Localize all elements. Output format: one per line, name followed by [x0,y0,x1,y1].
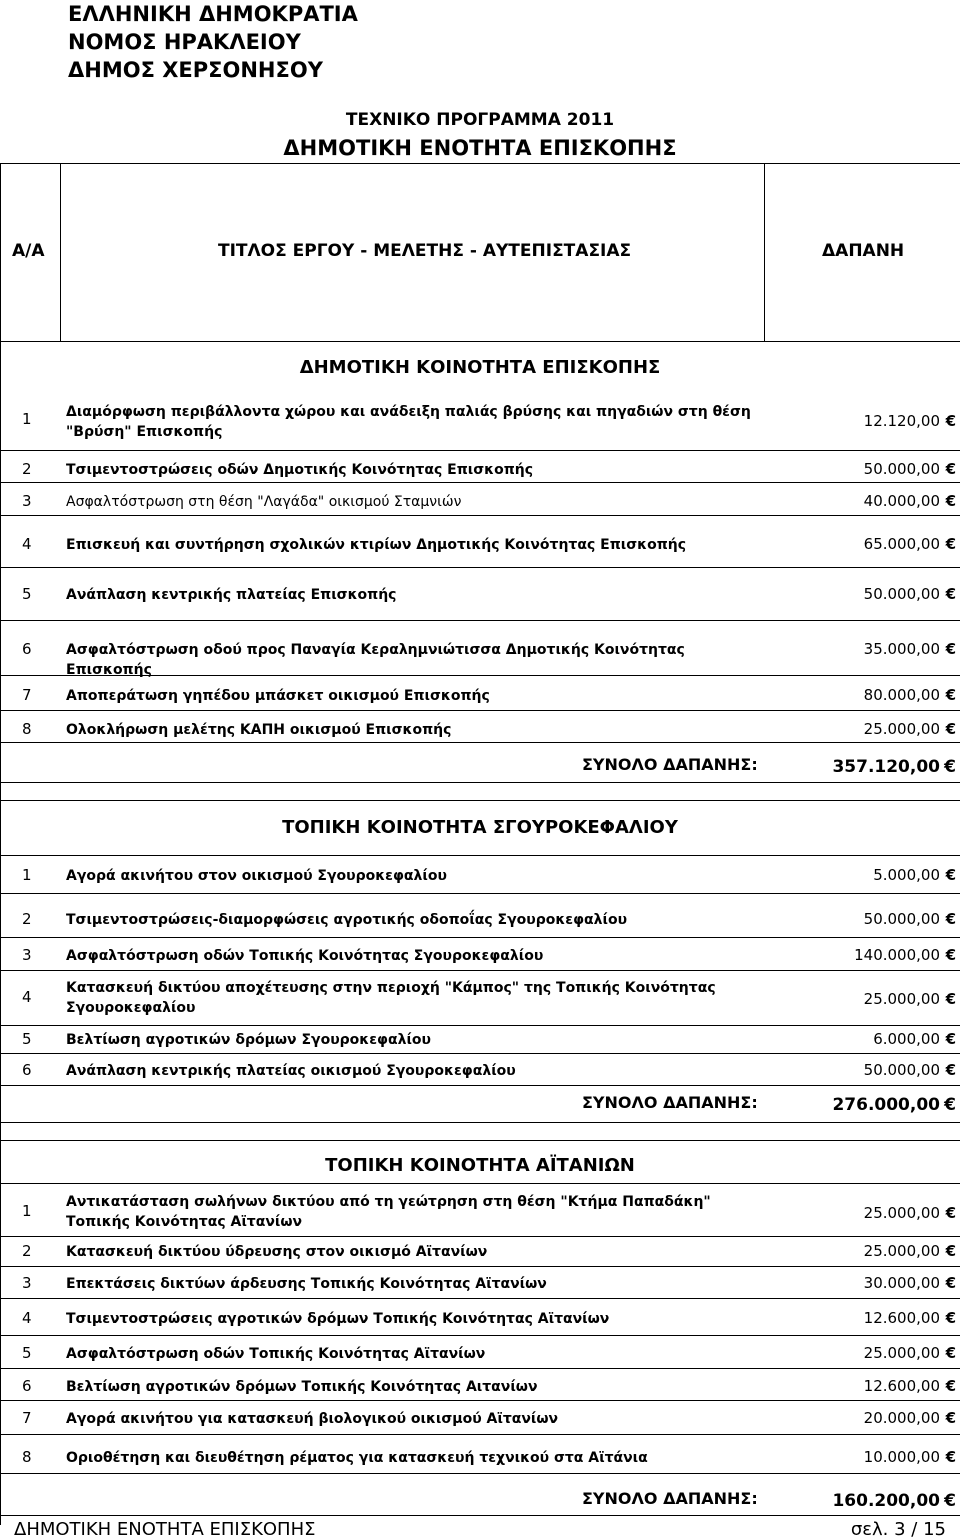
euro-icon: € [945,535,956,553]
row-description: Ασφαλτόστρωση οδού προς Παναγία Κεραλημνιώτισσα Δημοτικής Κοινότητας Επισκοπής [66,642,685,678]
euro-icon: € [944,757,956,777]
column-header-title: ΤΙΤΛΟΣ ΕΡΓΟΥ - ΜΕΛΕΤΗΣ - ΑΥΤΕΠΙΣΤΑΣΙΑΣ [218,241,632,261]
row-number: 6 [22,1377,32,1395]
row-description: Αγορά ακινήτου στον οικισμού Σγουροκεφαλίου [66,868,447,884]
total-label: ΣΥΝΟΛΟ ΔΑΠΑΝΗΣ: [582,755,758,774]
euro-icon: € [944,1491,956,1511]
row-number: 3 [22,492,32,510]
row-divider [0,1183,960,1184]
row-amount: 5.000,00 [873,866,940,884]
row-description: Κατασκευή δικτύου ύδρευσης στον οικισμό Αϊτανίων [66,1244,488,1260]
row-divider [0,1368,960,1369]
row-amount: 80.000,00 [863,686,940,704]
euro-icon: € [945,686,956,704]
row-number: 4 [22,988,32,1006]
row-amount: 12.600,00 [863,1377,940,1395]
row-amount: 35.000,00 [863,640,940,658]
header-line-2: ΝΟΜΟΣ ΗΡΑΚΛΕΙΟΥ [68,30,301,54]
euro-icon: € [945,990,956,1008]
row-divider [0,675,960,676]
column-header-cost: ΔΑΠΑΝΗ [822,241,905,261]
euro-icon: € [945,910,956,928]
row-description: Αποπεράτωση γηπέδου μπάσκετ οικισμού Επισκοπής [66,688,490,704]
row-amount: 25.000,00 [863,1344,940,1362]
euro-icon: € [945,1030,956,1048]
row-amount: 140.000,00 [854,946,940,964]
row-amount: 12.120,00 [863,412,940,430]
euro-icon: € [945,1409,956,1427]
total-label: ΣΥΝΟΛΟ ΔΑΠΑΝΗΣ: [582,1489,758,1508]
header-line-1: ΕΛΛΗΝΙΚΗ ΔΗΜΟΚΡΑΤΙΑ [68,2,358,26]
row-amount: 65.000,00 [863,535,940,553]
row-number: 5 [22,1030,32,1048]
row-description: Κατασκευή δικτύου αποχέτευσης στην περιοχή "Κάμπος" της Τοπικής Κοινότητας Σγουροκεφαλίου [66,980,716,1016]
row-number: 1 [22,1202,32,1220]
header-bottom-line [0,341,960,342]
section-title: ΤΟΠΙΚΗ ΚΟΙΝΟΤΗΤΑ ΣΓΟΥΡΟΚΕΦΑΛΙΟΥ [282,817,678,838]
row-description: Διαμόρφωση περιβάλλοντα χώρου και ανάδειξη παλιάς βρύσης και πηγαδιών στη θέση "Βρύση" Επισκοπής [66,404,751,440]
row-number: 3 [22,946,32,964]
row-amount: 50.000,00 [863,585,940,603]
col-divider-1 [60,163,61,341]
row-divider [0,893,960,894]
col-divider-2 [764,163,765,341]
column-header-num: Α/Α [12,241,45,261]
row-description: Επισκευή και συντήρηση σχολικών κτιρίων Δημοτικής Κοινότητας Επισκοπής [66,537,687,553]
row-number: 5 [22,585,32,603]
row-amount: 40.000,00 [863,492,940,510]
row-divider [0,1266,960,1267]
row-amount: 50.000,00 [863,1061,940,1079]
euro-icon: € [945,866,956,884]
row-divider [0,1434,960,1435]
section-title: ΔΗΜΟΤΙΚΗ ΚΟΙΝΟΤΗΤΑ ΕΠΙΣΚΟΠΗΣ [299,357,661,378]
section-title: ΤΟΠΙΚΗ ΚΟΙΝΟΤΗΤΑ ΑΪΤΑΝΙΩΝ [325,1155,635,1176]
euro-icon: € [945,1309,956,1327]
euro-icon: € [945,1448,956,1466]
euro-icon: € [945,946,956,964]
row-amount: 50.000,00 [863,460,940,478]
row-divider [0,1473,960,1474]
footer-line [0,1515,960,1516]
row-number: 2 [22,460,32,478]
row-number: 2 [22,910,32,928]
row-description: Ασφαλτόστρωση στη θέση "Λαγάδα" οικισμού Σταμνιών [66,494,462,510]
row-description: Ασφαλτόστρωση οδών Τοπικής Κοινότητας Σγουροκεφαλίου [66,948,544,964]
row-description: Ασφαλτόστρωση οδών Τοπικής Κοινότητας Αϊτανίων [66,1346,486,1362]
row-divider [0,970,960,971]
row-divider [0,855,960,856]
euro-icon: € [945,492,956,510]
row-divider [0,1140,960,1141]
row-number: 3 [22,1274,32,1292]
euro-icon: € [945,720,956,738]
row-amount: 30.000,00 [863,1274,940,1292]
row-divider [0,515,960,516]
euro-icon: € [945,412,956,430]
row-divider [0,1122,960,1123]
row-description: Αντικατάσταση σωλήνων δικτύου από τη γεώτρηση στη θέση "Κτήμα Παπαδάκη" Τοπικής Κοινότητας Αϊτανίων [66,1194,711,1230]
row-number: 2 [22,1242,32,1260]
row-amount: 12.600,00 [863,1309,940,1327]
row-amount: 10.000,00 [863,1448,940,1466]
row-description: Επεκτάσεις δικτύων άρδευσης Τοπικής Κοινότητας Αϊτανίων [66,1276,547,1292]
row-number: 8 [22,1448,32,1466]
euro-icon: € [945,1274,956,1292]
euro-icon: € [945,640,956,658]
section-total: 276.000,00 [832,1095,940,1115]
unit-title: ΔΗΜΟΤΙΚΗ ΕΝΟΤΗΤΑ ΕΠΙΣΚΟΠΗΣ [283,136,677,160]
header-line-3: ΔΗΜΟΣ ΧΕΡΣΟΝΗΣΟΥ [68,58,323,82]
row-description: Τσιμεντοστρώσεις οδών Δημοτικής Κοινότητας Επισκοπής [66,462,534,478]
row-description: Βελτίωση αγροτικών δρόμων Τοπικής Κοινότητας Αιτανίων [66,1379,538,1395]
row-divider [0,1298,960,1299]
row-divider [0,1400,960,1401]
row-amount: 25.000,00 [863,1204,940,1222]
row-description: Βελτίωση αγροτικών δρόμων Σγουροκεφαλίου [66,1032,431,1048]
row-description: Τσιμεντοστρώσεις αγροτικών δρόμων Τοπικής Κοινότητας Αϊτανίων [66,1311,610,1327]
row-divider [0,1053,960,1054]
row-number: 1 [22,410,32,428]
euro-icon: € [945,1242,956,1260]
row-divider [0,482,960,483]
euro-icon: € [945,1344,956,1362]
euro-icon: € [945,585,956,603]
euro-icon: € [944,1095,956,1115]
row-number: 6 [22,1061,32,1079]
row-amount: 50.000,00 [863,910,940,928]
row-number: 1 [22,866,32,884]
euro-icon: € [945,1204,956,1222]
row-amount: 25.000,00 [863,990,940,1008]
row-number: 4 [22,535,32,553]
program-title: ΤΕΧΝΙΚΟ ΠΡΟΓΡΑΜΜΑ 2011 [345,110,615,130]
row-amount: 20.000,00 [863,1409,940,1427]
row-description: Ανάπλαση κεντρικής πλατείας οικισμού Σγουροκεφαλίου [66,1063,516,1079]
row-number: 8 [22,720,32,738]
row-number: 7 [22,686,32,704]
row-number: 7 [22,1409,32,1427]
row-description: Αγορά ακινήτου για κατασκευή βιολογικού οικισμού Αϊτανίων [66,1411,559,1427]
euro-icon: € [945,1377,956,1395]
row-amount: 6.000,00 [873,1030,940,1048]
total-label: ΣΥΝΟΛΟ ΔΑΠΑΝΗΣ: [582,1093,758,1112]
row-divider [0,1085,960,1086]
row-number: 6 [22,640,32,658]
row-divider [0,450,960,451]
section-total: 357.120,00 [832,757,940,777]
page-number: σελ. 3 / 15 [850,1519,946,1540]
row-number: 4 [22,1309,32,1327]
row-divider [0,1025,960,1026]
euro-icon: € [945,1061,956,1079]
euro-icon: € [945,460,956,478]
row-divider [0,1335,960,1336]
row-divider [0,620,960,621]
row-amount: 25.000,00 [863,1242,940,1260]
row-divider [0,567,960,568]
row-divider [0,742,960,743]
row-description: Οριοθέτηση και διευθέτηση ρέματος για κατασκευή τεχνικού στα Αϊτάνια [66,1450,648,1466]
row-amount: 25.000,00 [863,720,940,738]
section-total: 160.200,00 [832,1491,940,1511]
row-divider [0,782,960,783]
row-divider [0,1236,960,1237]
row-description: Ανάπλαση κεντρικής πλατείας Επισκοπής [66,587,397,603]
row-divider [0,800,960,801]
footer-unit: ΔΗΜΟΤΙΚΗ ΕΝΟΤΗΤΑ ΕΠΙΣΚΟΠΗΣ [14,1519,316,1540]
row-description: Ολοκλήρωση μελέτης ΚΑΠΗ οικισμού Επισκοπής [66,722,452,738]
row-number: 5 [22,1344,32,1362]
row-divider [0,710,960,711]
row-divider [0,937,960,938]
row-description: Τσιμεντοστρώσεις-διαμορφώσεις αγροτικής οδοποΐας Σγουροκεφαλίου [66,912,628,928]
